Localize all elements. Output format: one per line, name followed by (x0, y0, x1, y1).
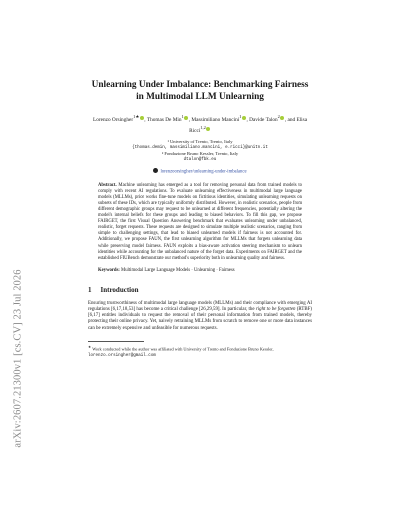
author-mark: 1 (181, 114, 184, 119)
intro-paragraph (88, 301, 312, 332)
footnote (88, 345, 312, 359)
author-name: Massimiliano Mancini (191, 116, 240, 123)
footnote-email[interactable]: lorenzo.orsingher@gmail.com (88, 353, 156, 358)
orcid-icon[interactable] (206, 127, 210, 131)
footnote-rule (88, 341, 144, 342)
author-mark: 1,2 (200, 124, 206, 130)
author-mark: 1★ (133, 114, 140, 119)
section-heading (88, 286, 312, 294)
keywords-text: Multimodal Large Language Models · Unlearning · Fairness (121, 267, 235, 273)
orcid-icon[interactable] (242, 116, 246, 120)
author-name: Elisa Ricci (189, 116, 308, 134)
github-icon (153, 168, 158, 173)
arxiv-stamp-text: arXiv:2607.21300v1 [cs.CV] 23 Jul 2026 (12, 268, 24, 448)
section-title: Introduction (100, 285, 139, 294)
author-mark: 2 (277, 114, 280, 119)
author-list: Lorenzo Orsingher$^{1★}$, Thomas De Min$^1$, Massimiliano Mancini$^1$, Davide Talon$^2$, and Elisa Ricci$^{1,2}$ (92, 114, 308, 134)
affiliation-emails: {thomas.demin, massimiliano.mancini, e.ricci}@unitn.it (132, 145, 268, 150)
footnote-text: Work conducted while the author was affiliated with University of Trento and Fondazione Bruno Kessler, (92, 346, 274, 352)
abstract (98, 183, 302, 262)
repo-link[interactable] (88, 168, 312, 175)
affiliation-line: ¹ University of Trento, Trento, Italy (167, 138, 233, 144)
keywords-label: Keywords: (98, 267, 120, 273)
arxiv-stamp (5, 208, 31, 508)
author-name: Davide Talon (249, 116, 278, 123)
repo-link-text[interactable]: lorenzoorsingher/unlearning-under-imbalance (160, 169, 247, 175)
orcid-icon[interactable] (140, 116, 144, 120)
paper-page (88, 0, 312, 359)
orcid-icon[interactable] (181, 114, 188, 120)
keywords (98, 268, 302, 274)
abstract-label: Abstract. (98, 183, 117, 189)
paper-title: Unlearning Under Imbalance: Benchmarking Fairness in Multimodal LLM Unlearning (91, 80, 309, 102)
footnote-mark: ★ (88, 344, 92, 349)
intro-text: (RTBF) [6,17] entitles individuals to request the removal of their personal information from trained models, thereby protecting their online privacy. Yet, naively retraining MLLMs from scratch to remove one or more data instances can be extremely expensive and unfeasible for numerous requests. (88, 306, 312, 331)
section-number: 1 (88, 285, 92, 294)
author-name: Thomas De Min (146, 116, 182, 123)
intro-text: Ensuring trustworthiness of multimodal large language models (MLLMs) and their compliance with emerging AI regulations [6,17,18,53] has become a critical challenge [26,29,59]. In particular, the (88, 300, 312, 312)
intro-emphasis: right to be forgotten (255, 306, 296, 312)
affiliation-line: ² Fondazione Bruno Kessler, Trento, Italy (161, 150, 239, 156)
abstract-text: Machine unlearning has emerged as a tool for removing personal data from trained models to comply with recent AI regulations. To evaluate unlearning effectiveness in multimodal large language models (MLLMs), prior works fine-tune models on fictitious identities, simulating unlearning requests on subsets of these IDs, which are typically uniformly distributed. However, in realistic scenarios, people from different demographic groups may request to be unlearned at different frequencies, potentially altering the model's internal beliefs for these groups and leading to biased behaviors. To fill this gap, we propose FAIRGET, the first Visual Question Answering benchmark that evaluates unlearning under unbalanced, realistic, forget requests. These requests are designed to simulate multiple realistic scenarios, ranging from simple to challenging settings, that lead to biased unlearned models if fairness is not accounted for. Additionally, we propose FAUN, the first unlearning algorithm for MLLMs that forgets unlearning data while preserving model fairness. FAUN exploits a bias-aware activation steering mechanism to unlearn identities while accounting for the unbalanced nature of the forget data. Experiments on FAIRGET and the established FIUBench demonstrate our method's superiority both in unlearning quality and fairness. (98, 183, 303, 261)
author-mark: 1 (239, 114, 242, 119)
orcid-icon[interactable] (277, 114, 284, 120)
affiliation-email: dtalon@fbk.eu (183, 157, 217, 162)
author-name: Lorenzo Orsingher (92, 116, 134, 123)
affiliations (88, 139, 312, 163)
